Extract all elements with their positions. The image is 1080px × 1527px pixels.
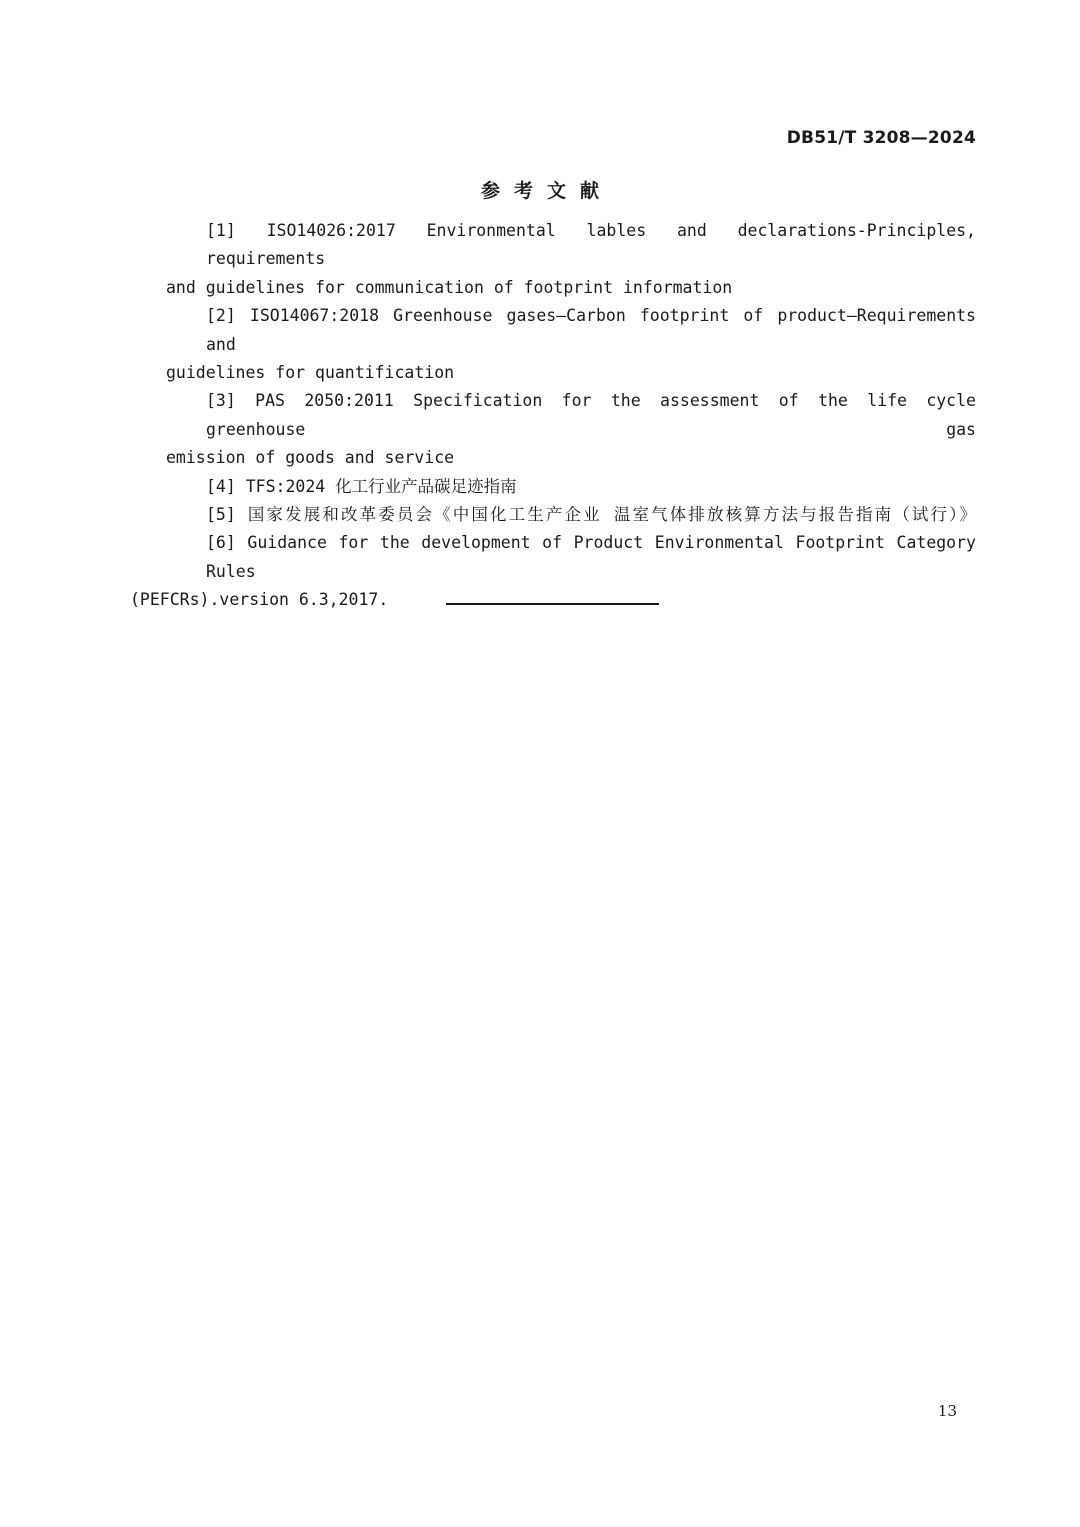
reference-6-line-2: (PEFCRs).version 6.3,2017.	[130, 590, 389, 610]
page-number: 13	[937, 1402, 957, 1420]
reference-item-5	[130, 501, 976, 529]
reference-item-3	[130, 387, 976, 472]
reference-5-line-1: [5] 国家发展和改革委员会《中国化工生产企业 温室气体排放核算方法与报告指南（试行）》	[206, 505, 976, 525]
reference-item-1	[130, 217, 976, 302]
reference-2-line-1: [2] ISO14067:2018 Greenhouse gases—Carbon footprint of product—Requirements and	[206, 306, 976, 354]
reference-item-4	[130, 473, 976, 501]
reference-6-line-1: [6] Guidance for the development of Product Environmental Footprint Category Rules	[206, 533, 976, 581]
reference-3-line-1: [3] PAS 2050:2011 Specification for the assessment of the life cycle greenhouse gas	[206, 391, 976, 439]
reference-list	[130, 217, 976, 615]
reference-item-6	[130, 529, 976, 614]
section-title: 参考文献	[480, 180, 613, 202]
reference-3-line-2: emission of goods and service	[166, 448, 455, 468]
standard-code-header: DB51/T 3208—2024	[786, 128, 976, 148]
reference-1-line-2: and guidelines for communication of footprint information	[166, 277, 733, 297]
reference-item-2	[130, 302, 976, 387]
reference-1-line-1: [1] ISO14026:2017 Environmental lables and declarations-Principles, requirements	[206, 221, 976, 269]
reference-4-line-1: [4] TFS:2024 化工行业产品碳足迹指南	[206, 476, 517, 496]
reference-2-line-2: guidelines for quantification	[166, 363, 455, 383]
end-of-document-rule	[446, 603, 659, 605]
